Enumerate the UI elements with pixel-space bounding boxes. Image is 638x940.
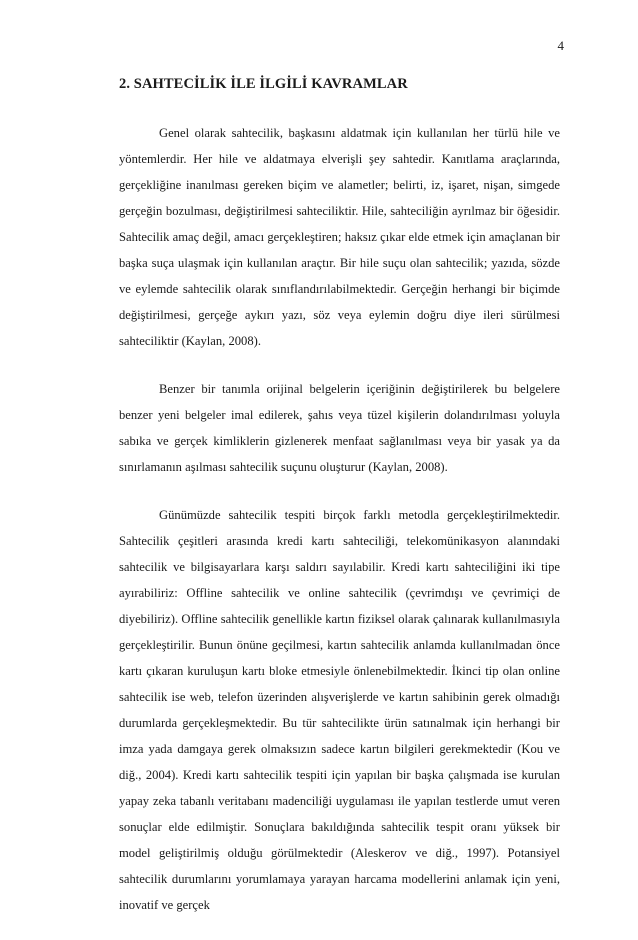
body-text bbox=[119, 120, 560, 940]
page-number: 4 bbox=[557, 38, 564, 53]
paragraph-definition: Genel olarak sahtecilik, başkasını aldatmak için kullanılan her türlü hile ve yöntemlerdir. Her hile ve aldatmaya elverişli şey sahtedir. Kanıtlama araçlarında, gerçekliğine inanılması gereken biçim ve alametler; belirti, iz, işaret, nişan, simgede gerçeğin bozulması, değiştirilmesi sahteciliktir. Hile, sahteciliğin ayrılmaz bir öğesidir. Sahtecilik amaç değil, amacı gerçekleştiren; haksız çıkar elde etmek için amaçlanan bir başka suça ulaşmak için kullanılan araçtır. Bir hile suçu olan sahtecilik; yazıda, sözde ve eylemde sahtecilik olarak sınıflandırılabilmektedir. Gerçeğin herhangi bir biçimde değiştirilmesi, gerçeğe aykırı yazı, söz veya eylemin doğru diye ileri sürülmesi sahteciliktir (Kaylan, 2008). bbox=[119, 126, 560, 348]
section-heading: 2. SAHTECİLİK İLE İLGİLİ KAVRAMLAR bbox=[119, 76, 408, 92]
paragraph-similar-definition: Benzer bir tanımla orijinal belgelerin içeriğinin değiştirilerek bu belgelere benzer yeni belgeler imal edilerek, şahıs veya tüzel kişilerin dolandırılması yoluyla sabıka ve gerçek kimliklerin gizlenerek menfaat sağlanılması veya bir yasak ya da sınırlamanın aşılması sahtecilik suçunu oluşturur (Kaylan, 2008). bbox=[119, 382, 560, 474]
paragraph-fraud-detection: Günümüzde sahtecilik tespiti birçok farklı metodla gerçekleştirilmektedir. Sahtecilik çeşitleri arasında kredi kartı sahteciliği, telekomünikasyon alanındaki sahtecilik ve bilgisayarlara karşı saldırı sayılabilir. Kredi kartı sahteciliğini iki tipe ayırabiliriz: Offline sahtecilik ve online sahtecilik (çevrimdışı ve çevrimiçi de diyebiliriz). Offline sahtecilik genellikle kartın fiziksel olarak çalınarak kullanılmasıyla gerçekleştirilir. Bunun önüne geçilmesi, kartın sahtecilik anlamda kullanılmadan önce kartı çıkaran kuruluşun kartı bloke etmesiyle önlenebilmektedir. İkinci tip olan online sahtecilik ise web, telefon üzerinden alışverişlerde ve kartın sahibinin gerek olmadığı durumlarda gerçekleşmektedir. Bu tür sahtecilikte ürün satınalmak için herhangi bir imza yada damgaya gerek olmaksızın sadece kartın bilgileri gerekmektedir (Kou ve diğ., 2004). Kredi kartı sahtecilik tespiti için yapılan bir başka çalışmada ise kurulan yapay zeka tabanlı veritabanı madenciliği uygulaması ile yapılan testlerde umut veren sonuçlar elde edilmiştir. Sonuçlara bakıldığında sahtecilik tespit oranı yüksek bir model geliştirilmiş olduğu görülmektedir (Aleskerov ve diğ., 1997). Potansiyel sahtecilik durumlarını yorumlamaya yarayan harcama modellerini anlamak için yeni, inovatif ve gerçek bbox=[119, 508, 560, 912]
